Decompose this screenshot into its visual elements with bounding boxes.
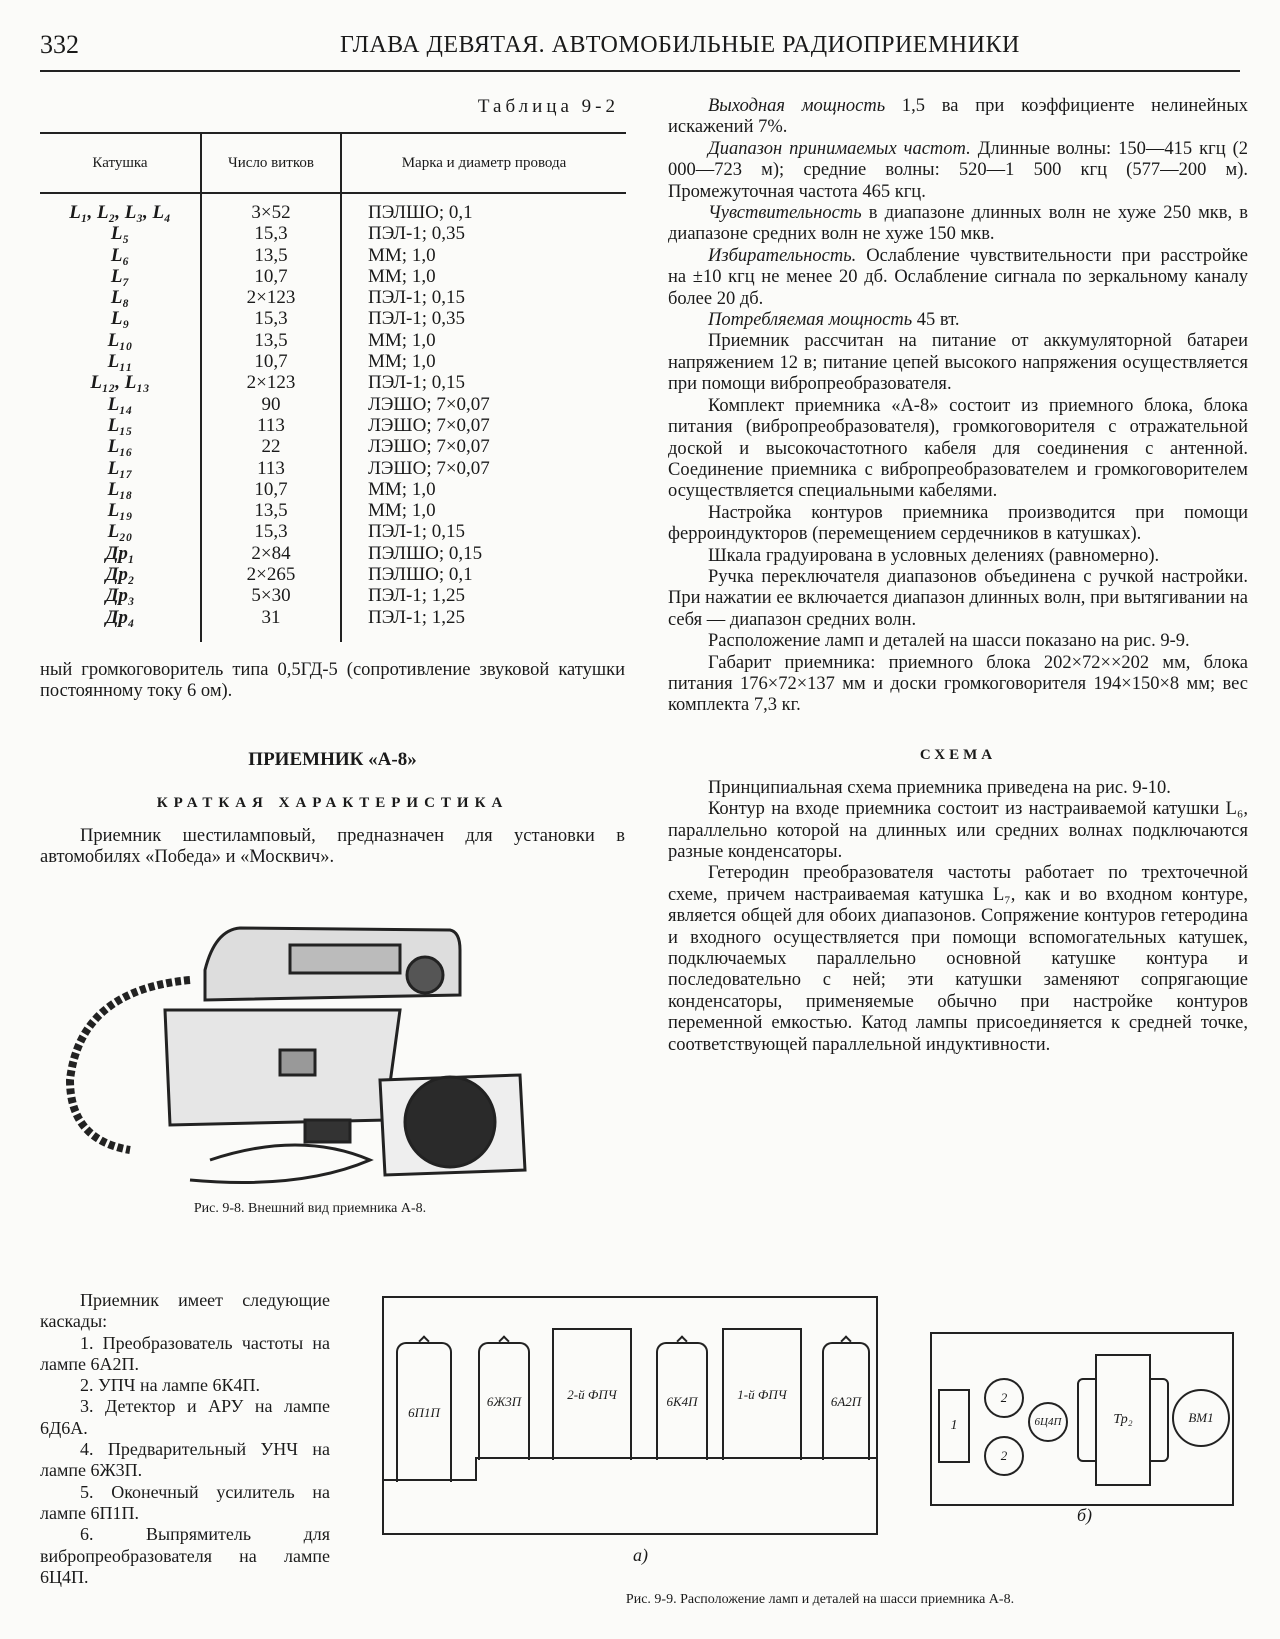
table-row [40, 223, 626, 244]
cascade-items [40, 1333, 330, 1589]
cell-coil: L₁₅ [107, 414, 133, 436]
cell-coil: L₂₀ [107, 521, 133, 543]
spec-paragraph [668, 310, 1248, 331]
figure-9-9b-chassis-bottom [930, 1332, 1234, 1506]
cell-coil: L₇ [110, 265, 130, 287]
spec-text: Шкала градуирована в условных делениях (равномерно). [708, 545, 1160, 566]
cell-turns: 15,3 [201, 308, 341, 329]
cell-turns: 22 [201, 436, 341, 457]
capacitor-top: 2 [984, 1378, 1024, 1418]
cell-wire: ЛЭШО; 7×0,07 [341, 394, 626, 415]
cell-coil: Др₁ [105, 542, 135, 564]
cell-wire: ММ; 1,0 [341, 330, 626, 351]
cell-turns: 31 [201, 607, 341, 642]
table-row [40, 266, 626, 287]
cell-coil: L₁₂, L₁₃ [90, 372, 150, 394]
cell-turns: 15,3 [201, 223, 341, 244]
cell-turns: 10,7 [201, 351, 341, 372]
subsection-title: КРАТКАЯ ХАРАКТЕРИСТИКА [156, 794, 509, 811]
table-row [40, 372, 626, 393]
spec-paragraph [668, 653, 1248, 717]
cell-coil: Др₃ [105, 585, 135, 607]
cascade-item: 1. Преобразователь частоты на лампе 6А2П. [40, 1332, 330, 1374]
spec-paragraph [668, 96, 1248, 139]
table-row [40, 500, 626, 521]
table-row [40, 607, 626, 642]
column-header-wire: Марка и диаметр провода [341, 133, 626, 193]
cell-coil: L₆ [110, 244, 130, 266]
table-row [40, 436, 626, 457]
cell-coil: L₁₁ [107, 351, 133, 373]
lamp-5: 6А2П [822, 1342, 870, 1460]
cell-wire: ММ; 1,0 [341, 245, 626, 266]
table-row [40, 521, 626, 542]
cell-wire: ПЭЛШО; 0,15 [341, 543, 626, 564]
column-header-coil: Катушка [40, 133, 201, 193]
page-header [40, 26, 1240, 72]
cascades-list [40, 1290, 330, 1588]
cell-wire: ПЭЛ-1; 1,25 [341, 585, 626, 606]
lamp-4: 1-й ФПЧ [722, 1328, 802, 1460]
lamp-0: 6П1П [396, 1342, 452, 1482]
cell-coil: Др₂ [105, 564, 135, 586]
spec-text: в диапазоне длинных волн не хуже 250 мкв, в диапазоне средних волн не хуже 150 мкв. [668, 203, 1248, 245]
cell-turns: 5×30 [201, 585, 341, 606]
table-row [40, 287, 626, 308]
cascade-item: 5. Оконечный усилитель на лампе 6П1П. [40, 1481, 330, 1523]
spec-text: 45 вт. [912, 310, 960, 331]
cell-turns: 13,5 [201, 500, 341, 521]
cell-wire: ЛЭШО; 7×0,07 [341, 436, 626, 457]
cell-coil: L₁₉ [107, 500, 133, 522]
cell-coil: L₁₈ [107, 478, 133, 500]
cell-turns: 10,7 [201, 479, 341, 500]
cell-wire: ПЭЛ-1; 0,15 [341, 521, 626, 542]
part-box-1: 1 [938, 1389, 970, 1463]
lamp-1: 6Ж3П [478, 1342, 530, 1460]
spec-paragraph [668, 503, 1248, 546]
scheme-paragraphs [668, 778, 1248, 1056]
spec-paragraph [668, 546, 1248, 567]
cell-turns: 113 [201, 415, 341, 436]
spec-text: Ручка переключателя диапазонов объединена с ручкой настройки. При нажатии ее включается диапазон длинных волн, при вытягивании на себя — диапазон средних волн. [668, 566, 1248, 630]
cell-turns: 90 [201, 394, 341, 415]
spec-paragraph [668, 246, 1248, 310]
figure-9-9-caption: Рис. 9-9. Расположение ламп и деталей на шасси приемника А-8. [625, 1592, 1015, 1607]
table-row [40, 308, 626, 329]
cell-coil: L₁₀ [107, 329, 133, 351]
cell-wire: ПЭЛ-1; 0,35 [341, 223, 626, 244]
intro-paragraph: Приемник шестиламповый, предназначен для установки в автомобилях «Победа» и «Москвич». [40, 825, 625, 868]
section-title: ПРИЕМНИК «А-8» [248, 748, 417, 770]
cell-turns: 3×52 [201, 193, 341, 223]
lamp-3: 6К4П [656, 1342, 708, 1460]
cell-coil: L₅ [110, 223, 130, 245]
cell-coil: L₁₄ [107, 393, 133, 415]
cell-wire: ММ; 1,0 [341, 351, 626, 372]
cell-turns: 2×84 [201, 543, 341, 564]
spec-paragraph [668, 203, 1248, 246]
cascade-item: 2. УПЧ на лампе 6К4П. [80, 1375, 261, 1396]
cell-coil: L₈ [110, 287, 130, 309]
spec-text: Расположение ламп и деталей на шасси показано на рис. 9-9. [708, 631, 1190, 652]
table-title: Таблица 9-2 [477, 96, 619, 117]
cell-coil: L₉ [110, 308, 130, 330]
figure-label-b: б) [1077, 1505, 1093, 1525]
capacitor-bottom: 2 [984, 1436, 1024, 1476]
cell-turns: 2×123 [201, 287, 341, 308]
table-row [40, 245, 626, 266]
scheme-title: СХЕМА [919, 746, 997, 763]
table-header-row [40, 133, 626, 193]
left-column [40, 96, 625, 869]
cell-coil: Др₄ [105, 606, 135, 628]
cell-turns: 10,7 [201, 266, 341, 287]
table-row [40, 351, 626, 372]
spec-text: 1,5 ва при коэффициенте нелинейных искажений 7%. [668, 96, 1248, 138]
cell-wire: ПЭЛ-1; 0,15 [341, 287, 626, 308]
specs-paragraphs [668, 96, 1248, 717]
table-row [40, 458, 626, 479]
cascades-intro: Приемник имеет следующие каскады: [40, 1290, 330, 1332]
figure-9-9a-chassis-top [382, 1296, 878, 1535]
right-column [668, 96, 1248, 1056]
cell-turns: 2×265 [201, 564, 341, 585]
cell-wire: ПЭЛ-1; 1,25 [341, 607, 626, 642]
radio-receiver-illustration [40, 900, 580, 1190]
table-row [40, 330, 626, 351]
spec-lead: Диапазон принимаемых частот. [708, 138, 971, 159]
table-row [40, 415, 626, 436]
table-row [40, 543, 626, 564]
spec-text: Ослабление чувствительности при расстройке на ±10 кгц не менее 20 дб. Ослабление сигнала по зеркальному каналу более 20 дб. [668, 245, 1248, 309]
cell-wire: ММ; 1,0 [341, 266, 626, 287]
scheme-paragraph: Принципиальная схема приемника приведена на рис. 9-10. [708, 777, 1171, 798]
transformer: Тр₂ [1095, 1354, 1151, 1486]
spec-paragraph [668, 331, 1248, 395]
table-row [40, 394, 626, 415]
cell-turns: 15,3 [201, 521, 341, 542]
cell-wire: ПЭЛ-1; 0,35 [341, 308, 626, 329]
figure-9-8 [40, 900, 580, 1220]
cascade-item: 6. Выпрямитель для вибропреобразователя на лампе 6Ц4П. [40, 1524, 330, 1587]
lamp-6c4p: 6Ц4П [1028, 1402, 1068, 1442]
scheme-paragraph: Гетеродин преобразователя частоты работает по трехточечной схеме, причем настраиваемая катушка L₇, как и во входном контуре, является общей для обоих диапазонов. Сопряжение контуров гетеродина и входного осуществляется при помощи вспомогательных катушек, подключаемых параллельно основной катушке контура и последовательно с ней; эти катушки заменяют сопрягающие конденсаторы, применяемые обычно при настройке контуров переменной емкостью. Катод лампы присоединяется к средней точке, соответствующей параллельной индуктивности. [668, 863, 1248, 1055]
cell-wire: ПЭЛ-1; 0,15 [341, 372, 626, 393]
spec-paragraph [668, 396, 1248, 503]
chapter-title: ГЛАВА ДЕВЯТАЯ. АВТОМОБИЛЬНЫЕ РАДИОПРИЕМНИКИ [340, 32, 1020, 58]
lamp-2: 2-й ФПЧ [552, 1328, 632, 1460]
cell-coil: L₁₇ [107, 457, 133, 479]
spec-lead: Чувствительность [708, 203, 862, 224]
figure-9-8-caption: Рис. 9-8. Внешний вид приемника А-8. [193, 1201, 427, 1216]
spec-paragraph [668, 139, 1248, 203]
vibrator-vm1: ВМ1 [1172, 1389, 1230, 1447]
cell-coil: L₁, L₂, L₃, L₄ [69, 202, 171, 223]
cell-turns: 13,5 [201, 245, 341, 266]
spec-text: Длинные волны: 150—415 кгц (2 000—723 м); средние волны: 520—1 500 кгц (577—200 м). Промежуточная частота 465 кгц. [668, 138, 1248, 202]
table-row [40, 193, 626, 223]
table-row [40, 564, 626, 585]
cell-turns: 2×123 [201, 372, 341, 393]
cell-turns: 113 [201, 458, 341, 479]
spec-paragraph [668, 631, 1248, 652]
cell-wire: ЛЭШО; 7×0,07 [341, 458, 626, 479]
cascade-item: 4. Предварительный УНЧ на лампе 6Ж3П. [40, 1439, 330, 1481]
spec-lead: Выходная мощность [708, 96, 886, 116]
scheme-paragraph: Контур на входе приемника состоит из настраиваемой катушки L₆, параллельно которой на длинных или средних волнах подключаются разные конденсаторы. [668, 799, 1248, 862]
figure-label-a: а) [633, 1545, 648, 1565]
cell-wire: ММ; 1,0 [341, 479, 626, 500]
table-body [40, 193, 626, 642]
spec-lead: Потребляемая мощность [708, 310, 913, 331]
cell-coil: L₁₆ [107, 436, 133, 458]
coil-table [40, 132, 626, 642]
spec-text: Приемник рассчитан на питание от аккумуляторной батареи напряжением 12 в; питание цепей высокого напряжения осуществляется при помощи вибропреобразователя. [668, 331, 1248, 395]
cell-turns: 13,5 [201, 330, 341, 351]
spec-text: Настройка контуров приемника производится при помощи ферроиндукторов (перемещением сердечников в катушках). [668, 502, 1248, 545]
spec-text: Габарит приемника: приемного блока 202×72××202 мм, блока питания 176×72×137 мм и доски громкоговорителя 194×150×8 мм; вес комплекта 7,3 кг. [668, 652, 1248, 716]
cell-wire: ПЭЛШО; 0,1 [341, 564, 626, 585]
cell-wire: ПЭЛШО; 0,1 [341, 193, 626, 223]
cascade-item: 3. Детектор и АРУ на лампе 6Д6А. [40, 1396, 330, 1438]
spec-lead: Избирательность. [708, 245, 857, 266]
cell-wire: ММ; 1,0 [341, 500, 626, 521]
spec-paragraph [668, 567, 1248, 631]
speaker-text: ный громкоговоритель типа 0,5ГД-5 (сопротивление звуковой катушки постоянному току 6 ом). [40, 659, 625, 702]
chassis-outline [384, 1298, 876, 1533]
spec-text: Комплект приемника «А-8» состоит из приемного блока, блока питания (вибропреобразователя), громкоговорителя с отражательной доской и высокочастотного кабеля для соединения с антенной. Соединение приемника с вибропреобразователем и громкоговорителем осуществляется специальными кабелями. [668, 395, 1248, 502]
table-row [40, 585, 626, 606]
page-number: 332 [40, 30, 79, 59]
table-row [40, 479, 626, 500]
cell-wire: ЛЭШО; 7×0,07 [341, 415, 626, 436]
column-header-turns: Число витков [201, 133, 341, 193]
